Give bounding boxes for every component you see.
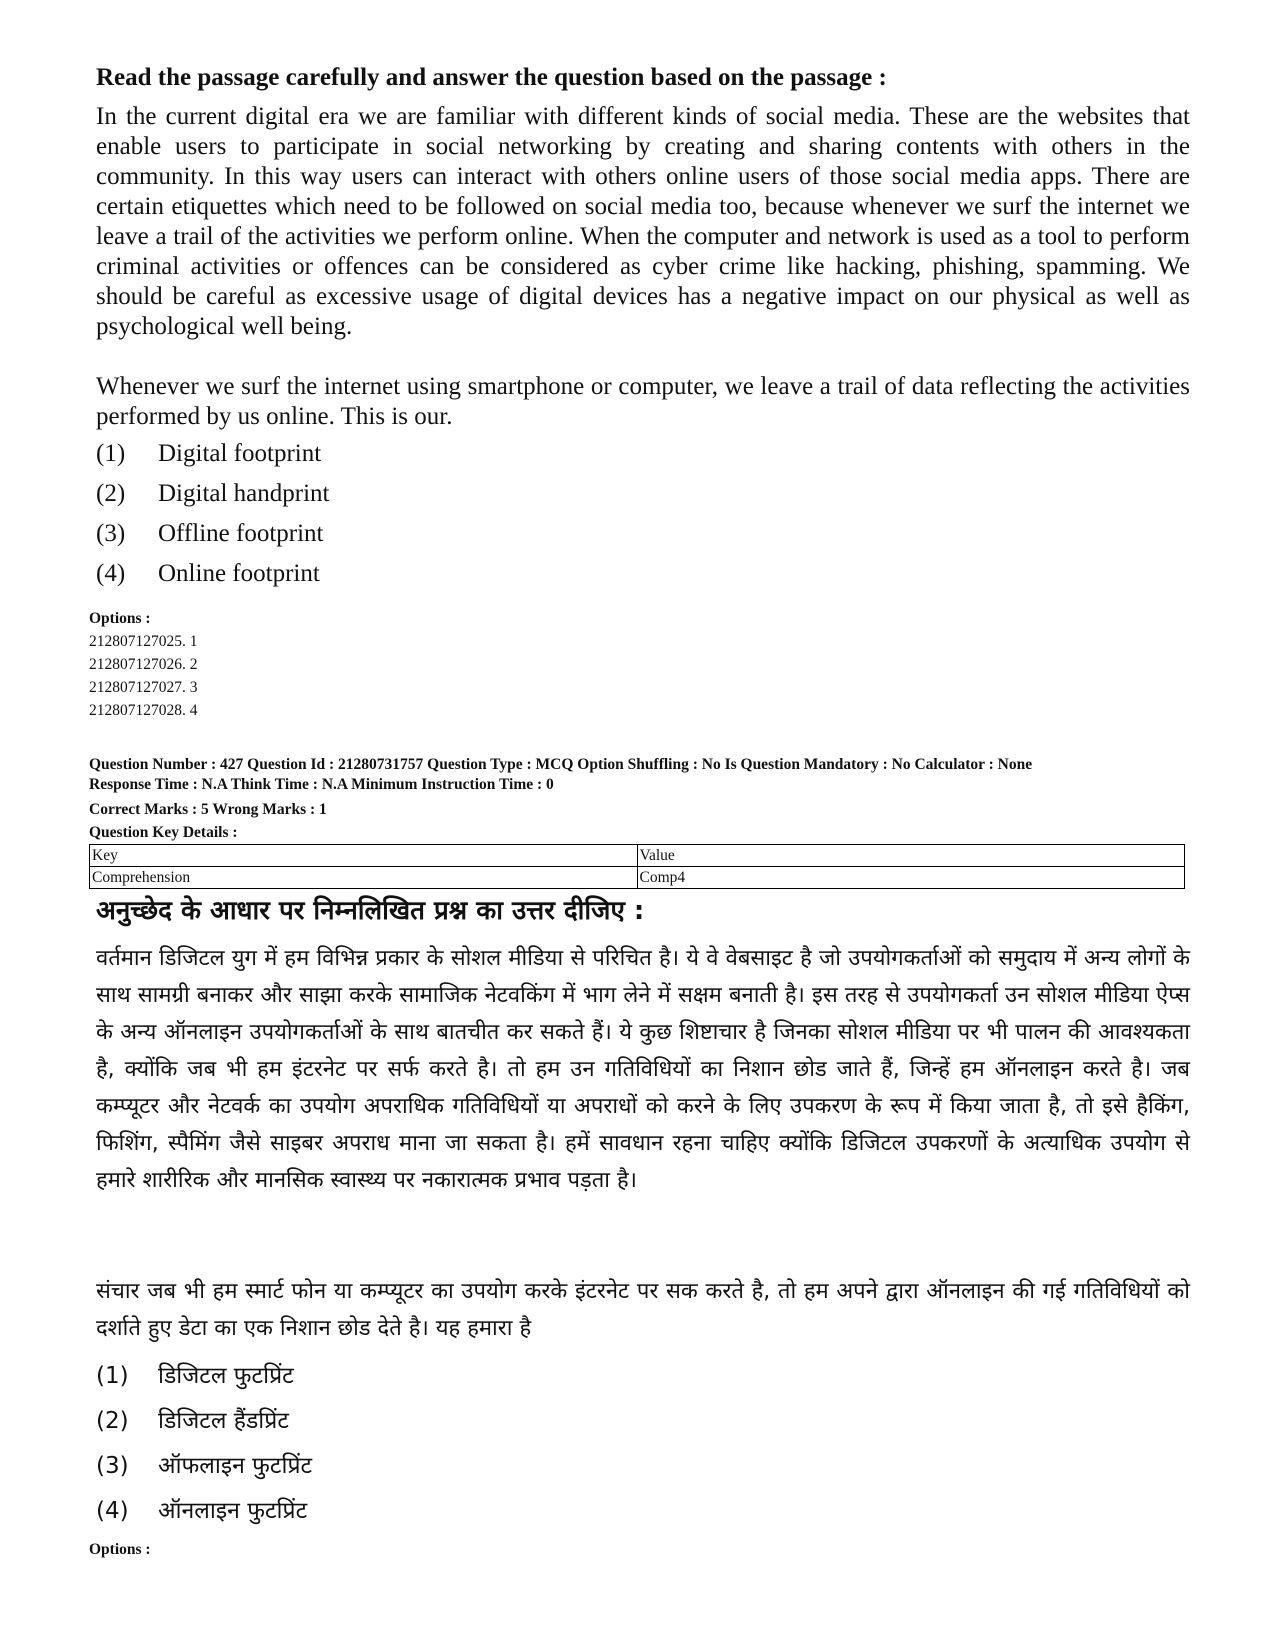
english-option-2 — [96, 480, 696, 520]
table-header-cell: Key — [90, 845, 638, 867]
hindi-option-3 — [96, 1448, 696, 1493]
table-cell: Comp4 — [637, 867, 1185, 889]
english-option-3 — [96, 520, 696, 560]
option-text: डिजिटल फुटप्रिंट — [158, 1363, 294, 1389]
english-options-list — [96, 440, 696, 600]
options-label-2: Options : — [89, 1541, 151, 1558]
hindi-options-list — [96, 1358, 696, 1538]
hindi-option-2 — [96, 1403, 696, 1448]
option-id: 212807127028. 4 — [89, 702, 198, 719]
option-text: Offline footprint — [158, 520, 324, 547]
question-metadata — [89, 755, 1209, 795]
metadata-line-2: Response Time : N.A Think Time : N.A Minimum Instruction Time : 0 — [89, 776, 554, 793]
option-text: Online footprint — [158, 560, 320, 587]
key-details-table — [89, 844, 1185, 889]
option-number: (3) — [96, 1453, 129, 1479]
english-passage: In the current digital era we are familiar with different kinds of social media. These are the websites that enable users to participate in social networking by creating and sharing contents with others in the community. In this way users can interact with others online users of those social media apps. There are certain etiquettes which need to be followed on social media too, because whenever we surf the internet we leave a trail of the activities we perform online. When the computer and network is used as a tool to perform criminal activities or offences can be considered as cyber crime like hacking, phishing, spamming. We should be careful as excessive usage of digital devices has a negative impact on our physical as well as psychological well being. — [96, 103, 1190, 340]
option-number: (2) — [96, 1408, 129, 1434]
hindi-question: संचार जब भी हम स्मार्ट फोन या कम्प्यूटर का उपयोग करके इंटरनेट पर सक करते है, तो हम अपने द्वारा ऑनलाइन की गई गतिविधियों को दर्शाते हुए डेटा का एक निशान छोड देते है। यह हमारा है — [96, 1279, 1190, 1341]
option-text: ऑनलाइन फुटप्रिंट — [158, 1498, 308, 1524]
option-id: 212807127025. 1 — [89, 633, 198, 650]
option-number: (4) — [96, 560, 126, 587]
option-text: Digital handprint — [158, 480, 330, 507]
marks-line: Correct Marks : 5 Wrong Marks : 1 — [89, 801, 327, 818]
options-label: Options : — [89, 610, 151, 627]
option-id: 212807127026. 2 — [89, 656, 198, 673]
option-text: ऑफलाइन फुटप्रिंट — [158, 1453, 313, 1479]
option-number: (3) — [96, 520, 126, 547]
hindi-passage: वर्तमान डिजिटल युग में हम विभिन्न प्रकार के सोशल मीडिया से परिचित है। ये वे वेबसाइट है जो उपयोगकर्ताओं को समुदाय में अन्य लोगों के साथ सामग्री बनाकर और साझा करके सामाजिक नेटवकिंग में भाग लेने में सक्षम बनाती है। इस तरह से उपयोगकर्ता उन सोशल मीडिया ऐप्स के अन्य ऑनलाइन उपयोगकर्ताओं के साथ बातचीत कर सकते हैं। ये कुछ शिष्टाचार है जिनका सोशल मीडिया पर भी पालन की आवश्यकता है, क्योंकि जब भी हम इंटरनेट पर सर्फ करते है। तो हम उन गतिविधियों का निशान छोड जाते हैं, जिन्हें हम ऑनलाइन करते है। जब कम्प्यूटर और नेटवर्क का उपयोग अपराधिक गतिविधियों या अपराधों को करने के लिए उपकरण के रूप में किया जाता है, तो इसे हैकिंग, फिशिंग, स्पैमिंग जैसे साइबर अपराध माना जा सकता है। हमें सावधान रहना चाहिए क्योंकि डिजिटल उपकरणों के अत्याधिक उपयोग से हमारे शारीरिक और मानसिक स्वास्थ्य पर नकारात्मक प्रभाव पड़ता है। — [96, 946, 1190, 1193]
table-header-cell: Value — [637, 845, 1185, 867]
hindi-option-1 — [96, 1358, 696, 1403]
table-row — [90, 867, 1185, 889]
option-number: (4) — [96, 1498, 129, 1524]
english-instruction-heading: Read the passage carefully and answer the question based on the passage : — [96, 64, 887, 91]
key-details-label: Question Key Details : — [89, 824, 238, 841]
option-number: (1) — [96, 1363, 129, 1389]
option-number: (2) — [96, 480, 126, 507]
metadata-line-1: Question Number : 427 Question Id : 21280731757 Question Type : MCQ Option Shuffling : No Is Question Mandatory : No Calculator : None — [89, 756, 1033, 773]
option-id: 212807127027. 3 — [89, 679, 198, 696]
english-option-1 — [96, 440, 696, 480]
option-id-list — [89, 630, 198, 722]
english-option-4 — [96, 560, 696, 600]
option-text: डिजिटल हैंडप्रिंट — [158, 1408, 289, 1434]
option-text: Digital footprint — [158, 440, 322, 467]
table-cell: Comprehension — [90, 867, 638, 889]
english-question: Whenever we surf the internet using smartphone or computer, we leave a trail of data reflecting the activities performed by us online. This is our. — [96, 373, 1190, 430]
hindi-instruction-heading: अनुच्छेद के आधार पर निम्नलिखित प्रश्न का उत्तर दीजिए : — [96, 896, 645, 926]
table-header-row — [90, 845, 1185, 867]
option-number: (1) — [96, 440, 126, 467]
hindi-option-4 — [96, 1493, 696, 1538]
